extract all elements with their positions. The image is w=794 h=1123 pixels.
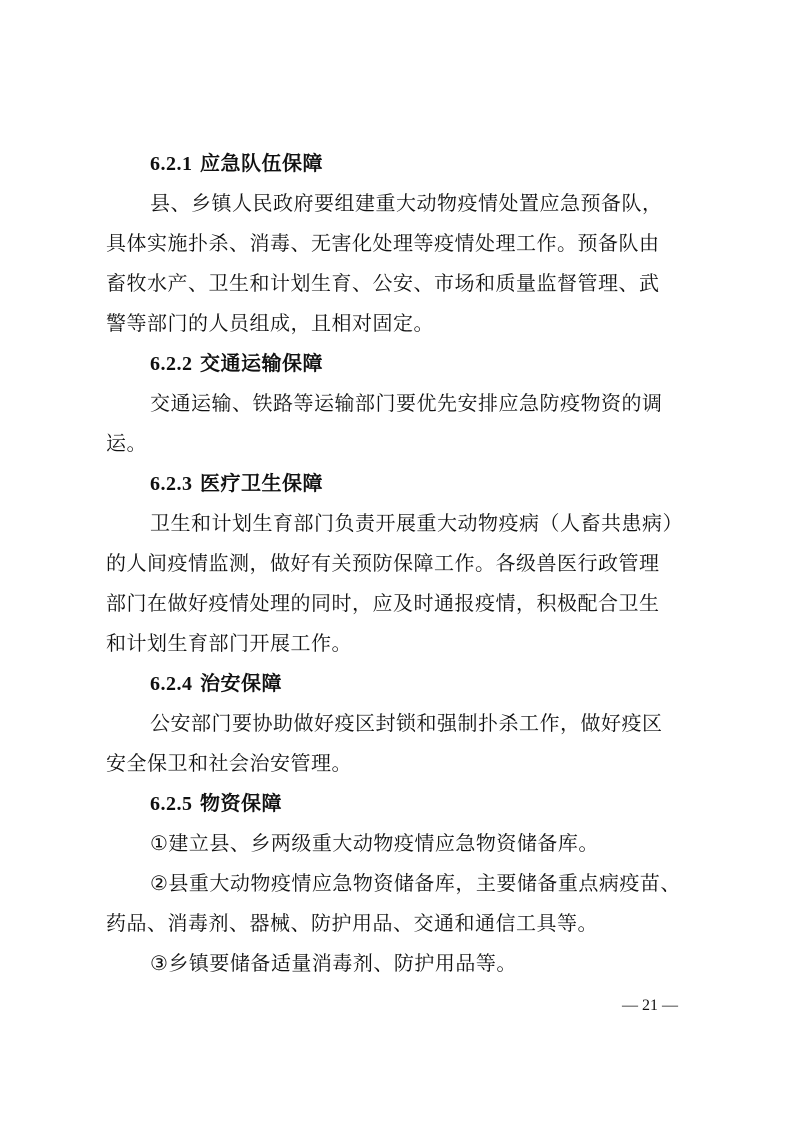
list-item: ②县重大动物疫情应急物资储备库，主要储备重点病疫苗、 [150,871,681,895]
paragraph-line: 公安部门要协助做好疫区封锁和强制扑杀工作，做好疫区 [150,711,663,735]
section-heading-6-2-4 [106,663,692,703]
section-number: 6.2.3 [150,473,193,495]
paragraph-line: 县、乡镇人民政府要组建重大动物疫情处置应急预备队， [150,191,663,215]
page-number: — 21 — [622,997,678,1014]
section-number: 6.2.1 [150,153,193,175]
section-title: 物资保障 [199,791,282,815]
section-heading-6-2-5 [106,783,692,823]
section-number: 6.2.2 [150,353,193,375]
section-number: 6.2.4 [150,673,193,695]
paragraph-line: 交通运输、铁路等运输部门要优先安排应急防疫物资的调 [150,391,663,415]
section-heading-6-2-3 [106,463,692,503]
paragraph-line: 具体实施扑杀、消毒、无害化处理等疫情处理工作。预备队由 [106,231,660,255]
paragraph-line: 的人间疫情监测，做好有关预防保障工作。各级兽医行政管理 [106,551,660,575]
section-title: 治安保障 [199,671,282,695]
section-title: 交通运输保障 [199,351,323,375]
list-item: ③乡镇要储备适量消毒剂、防护用品等。 [150,951,517,975]
section-heading-6-2-2 [106,343,692,383]
paragraph-line: 畜牧水产、卫生和计划生育、公安、市场和质量监督管理、武 [106,271,660,295]
section-title: 应急队伍保障 [199,151,323,175]
document-body [106,143,692,983]
paragraph-line: 警等部门的人员组成，且相对固定。 [106,311,434,335]
section-title: 医疗卫生保障 [199,471,323,495]
section-heading-6-2-1 [106,143,692,183]
list-item: ①建立县、乡两级重大动物疫情应急物资储备库。 [150,831,599,855]
paragraph-line: 安全保卫和社会治安管理。 [106,751,352,775]
paragraph-line: 卫生和计划生育部门负责开展重大动物疫病（人畜共患病） [150,511,683,535]
paragraph-line: 和计划生育部门开展工作。 [106,631,352,655]
paragraph-line: 运。 [106,431,147,455]
section-number: 6.2.5 [150,793,193,815]
paragraph-line: 药品、消毒剂、器械、防护用品、交通和通信工具等。 [106,911,598,935]
paragraph-line: 部门在做好疫情处理的同时，应及时通报疫情，积极配合卫生 [106,591,660,615]
